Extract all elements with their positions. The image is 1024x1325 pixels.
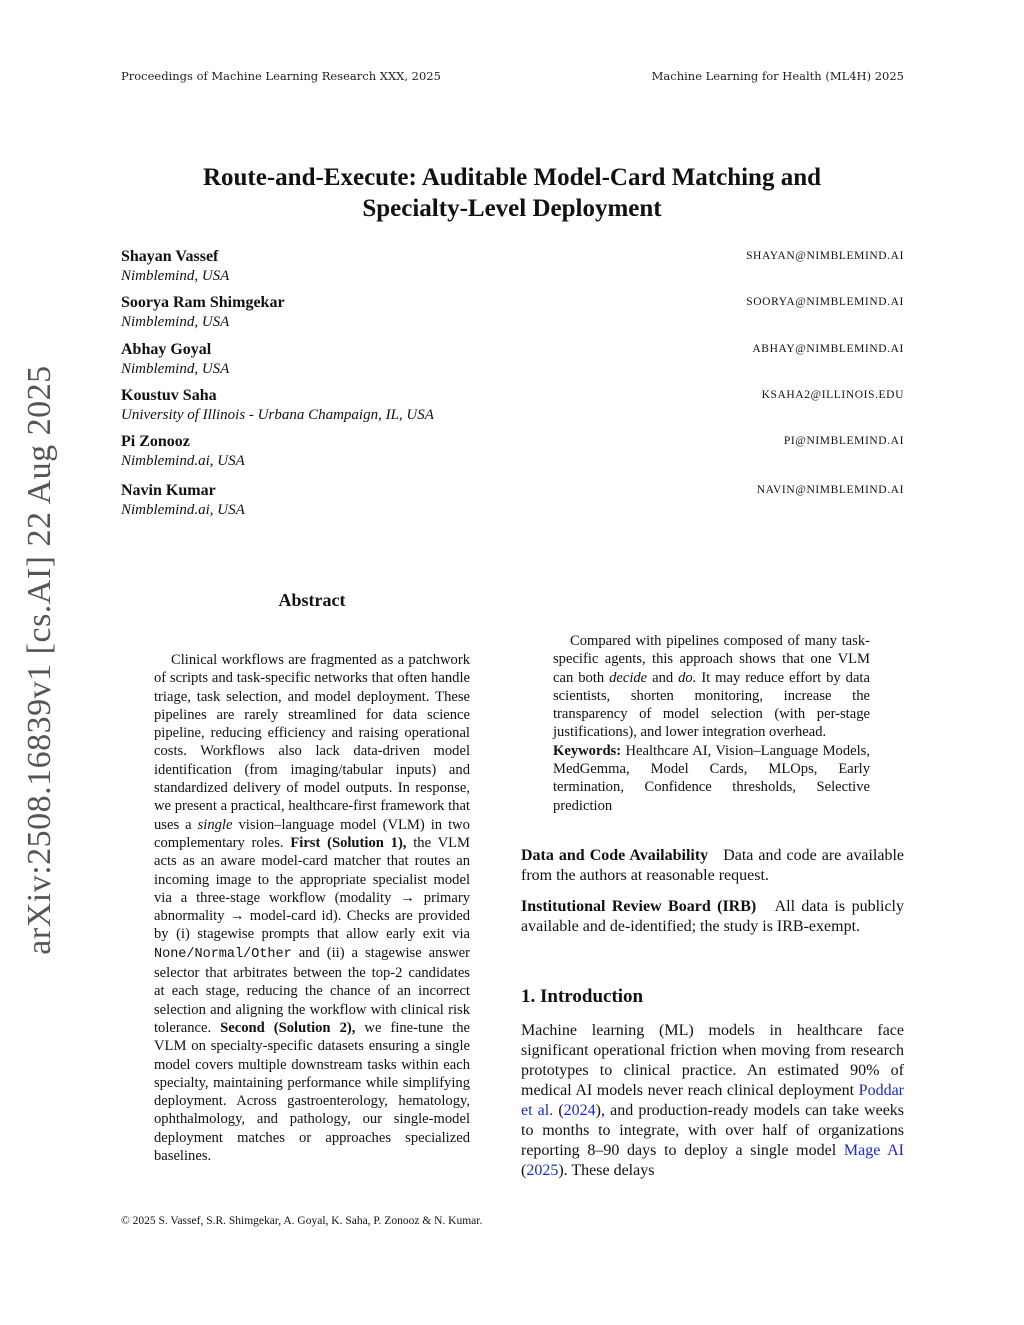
irb-section — [521, 897, 904, 937]
title-line-2: Specialty-Level Deployment — [362, 195, 662, 222]
author-name: Pi Zonooz — [121, 433, 190, 450]
author-name: Abhay Goyal — [121, 341, 212, 358]
citation-poddar-year[interactable]: 2024 — [563, 1102, 596, 1119]
copyright-footer: © 2025 S. Vassef, S.R. Shimgekar, A. Goyal, K. Saha, P. Zonooz & N. Kumar. — [121, 1215, 483, 1227]
author-affiliation: Nimblemind, USA — [121, 361, 230, 377]
author-name: Shayan Vassef — [121, 248, 219, 265]
running-header-left: Proceedings of Machine Learning Research XXX, 2025 — [121, 69, 441, 83]
author-block — [121, 433, 904, 477]
running-header-right: Machine Learning for Health (ML4H) 2025 — [651, 69, 904, 83]
author-email[interactable]: KSAHA2@ILLINOIS.EDU — [761, 389, 904, 401]
author-name: Soorya Ram Shimgekar — [121, 294, 285, 311]
keywords-list: Healthcare AI, Vision–Language Models, MedGemma, Model Cards, MLOps, Early termination, Confidence thresholds, Selective prediction — [553, 742, 870, 814]
author-affiliation: Nimblemind, USA — [121, 314, 230, 330]
arxiv-stamp: arXiv:2508.16839v1 [cs.AI] 22 Aug 2025 — [21, 365, 58, 955]
author-affiliation: Nimblemind.ai, USA — [121, 453, 245, 469]
author-email[interactable]: NAVIN@NIMBLEMIND.AI — [756, 484, 904, 496]
author-email[interactable]: SOORYA@NIMBLEMIND.AI — [746, 296, 904, 308]
author-name: Koustuv Saha — [121, 387, 217, 404]
author-email[interactable]: PI@NIMBLEMIND.AI — [783, 435, 904, 447]
author-affiliation: Nimblemind, USA — [121, 268, 230, 284]
introduction-heading: 1. Introduction — [521, 986, 644, 1007]
abstract-heading: Abstract — [278, 590, 346, 610]
author-email[interactable]: SHAYAN@NIMBLEMIND.AI — [746, 250, 904, 262]
data-availability-section — [521, 846, 904, 886]
data-availability-text: Data and code are available from the authors at reasonable request. — [521, 847, 905, 884]
author-block — [121, 387, 904, 431]
abstract-paragraph: Clinical workflows are fragmented as a patchwork of scripts and task-specific networks that often handle triage, task selection, and model deployment. These pipelines are rarely streamlined for data science pipeline, reducing efficiency and raising operational costs. Workflows also lack data-driven model identification (from imaging/tabular inputs) and standardized delivery of model outputs. In response, we present a practical, healthcare-first framework that uses a single vision–language model (VLM) in two complementary roles. First (Solution 1), the VLM acts as an aware model-card matcher that routes an incoming image to the appropriate specialist model via a three-stage workflow (modality → primary abnormality → model-card id). Checks are provided by (i) stagewise prompts that allow early exit via None/Normal/Other and (ii) a stagewise answer selector that arbitrates between the top-2 candidates at each stage, reducing the chance of an incorrect selection and aligning the workflow with clinical risk tolerance. Second (Solution 2), we fine-tune the VLM on specialty-specific datasets ensuring a single model covers multiple downstream tasks within each specialty, maintaining performance while simplifying deployment. Across gastroenterology, hematology, ophthalmology, and pathology, our single-model deployment matches or approaches specialized baselines. — [154, 652, 471, 1165]
introduction-body: Machine learning (ML) models in healthcare face significant operational friction when moving from research prototypes to clinical practice. An estimated 90% of medical AI models never reach clinical deployment Poddar et al. (2024), and production-ready models can take weeks to months to integrate, with over half of organizations reporting 8–90 days to deploy a single model Mage AI (2025). These delays — [521, 1022, 905, 1179]
keywords-label: Keywords: — [553, 742, 622, 759]
author-block — [121, 248, 904, 292]
irb-text: All data is publicly available and de-identified; the study is IRB-exempt. — [521, 898, 904, 935]
citation-mage-ai-year[interactable]: 2025 — [526, 1162, 559, 1179]
citation-mage-ai[interactable]: Mage AI — [843, 1142, 905, 1159]
author-block — [121, 341, 904, 385]
author-email[interactable]: ABHAY@NIMBLEMIND.AI — [752, 343, 904, 355]
abstract-body-continued — [553, 632, 870, 815]
early-exit-labels: None/Normal/Other — [154, 946, 292, 962]
author-block — [121, 294, 904, 338]
author-affiliation: University of Illinois - Urbana Champaign, IL, USA — [121, 407, 434, 423]
paper-title — [0, 162, 1024, 224]
author-block — [121, 482, 904, 526]
data-availability-label: Data and Code Availability — [521, 847, 709, 864]
irb-label: Institutional Review Board (IRB) — [521, 898, 757, 915]
title-line-1: Route-and-Execute: Auditable Model-Card Matching and — [202, 164, 822, 191]
author-name: Navin Kumar — [121, 482, 216, 499]
keywords — [553, 742, 870, 815]
abstract-body — [154, 651, 470, 1165]
citation-poddar[interactable]: Poddar et al. — [521, 1082, 904, 1119]
abstract-paragraph-2: Compared with pipelines composed of many task-specific agents, this approach shows that one VLM can both decide and do. It may reduce effort by data scientists, shorten monitoring, increase the transparency of model selection (with per-stage justifications), and lower integration overhead. — [553, 633, 870, 741]
author-affiliation: Nimblemind.ai, USA — [121, 502, 245, 518]
